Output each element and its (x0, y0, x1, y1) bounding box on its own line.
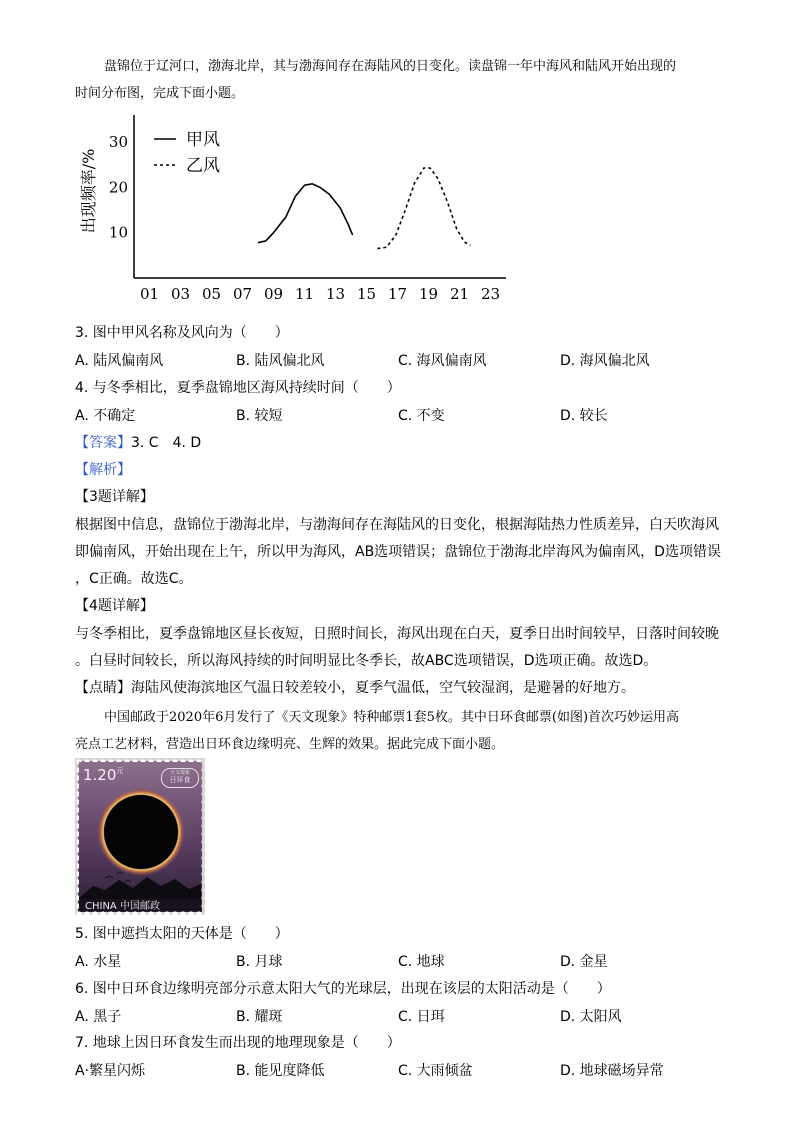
answer-text: 3. C 4. D (131, 435, 202, 451)
y-axis-label: 出现频率/% (79, 148, 98, 234)
x-tick-label: 05 (201, 285, 222, 303)
detail4-title: 【4题详解】 (75, 598, 154, 614)
stamp-badge-text: 日环食 (169, 776, 191, 784)
answer-tag: 【答案】 (75, 435, 131, 451)
x-tick-label: 09 (263, 285, 284, 303)
x-tick-label: 15 (356, 285, 377, 303)
q4-option-a[interactable]: A. 不确定 (75, 408, 136, 424)
dianjing-tag: 【点睛】 (75, 680, 131, 696)
legend-label-1: 甲风 (186, 130, 220, 150)
x-tick-label: 21 (449, 285, 470, 303)
q3-option-d[interactable]: D. 海风偏北风 (560, 353, 650, 369)
y-tick-label: 10 (108, 223, 128, 242)
x-tick-label: 13 (325, 285, 346, 303)
detail4-line1: 与冬季相比，夏季盘锦地区昼长夜短，日照时间长，海风出现在白天，夏季日出时间较早，日落时间较晚 (75, 626, 719, 642)
x-tick-label: 01 (139, 285, 160, 303)
q4-option-c[interactable]: C. 不变 (398, 408, 445, 424)
x-tick-label: 03 (170, 285, 191, 303)
stamp-face-unit: 元 (116, 767, 124, 775)
q3-option-b[interactable]: B. 陆风偏北风 (236, 353, 325, 369)
detail4-line2: 。白昼时间较长，所以海风持续的时间明显比冬季长，故ABC选项错误，D选项正确。故选D。 (75, 653, 658, 669)
q7-option-b[interactable]: B. 能见度降低 (236, 1063, 325, 1079)
legend-label-2: 乙风 (186, 156, 220, 176)
q3-option-c[interactable]: C. 海风偏南风 (398, 353, 487, 369)
q6-option-c[interactable]: C. 日珥 (398, 1009, 445, 1025)
stamp-country: CHINA 中国邮政 (85, 901, 160, 912)
stamp-badge-top: 天文现象 (169, 770, 190, 776)
q6-option-a[interactable]: A. 黑子 (75, 1009, 122, 1025)
dianjing-text: 海陆风使海滨地区气温日较差较小，夏季气温低，空气较湿润，是避暑的好地方。 (131, 680, 635, 696)
q4-option-d[interactable]: D. 较长 (560, 408, 608, 424)
x-tick-label: 23 (480, 285, 501, 303)
stamp-badge (161, 768, 199, 788)
dianjing-line (75, 677, 635, 697)
q4-stem: 4. 与冬季相比，夏季盘锦地区海风持续时间（ ） (75, 380, 401, 396)
q7-option-d[interactable]: D. 地球磁场异常 (560, 1063, 664, 1079)
passage1-line2: 时间分布图，完成下面小题。 (75, 86, 245, 101)
q3-stem: 3. 图中甲风名称及风向为（ ） (75, 325, 289, 341)
wind-frequency-chart (70, 105, 520, 305)
q7-option-c[interactable]: C. 大雨倾盆 (398, 1063, 473, 1079)
q7-stem: 7. 地球上因日环食发生而出现的地理现象是（ ） (75, 1035, 401, 1051)
q5-option-c[interactable]: C. 地球 (398, 954, 445, 970)
x-tick-label: 07 (232, 285, 253, 303)
q5-option-d[interactable]: D. 金星 (560, 954, 608, 970)
series-line-1 (258, 184, 353, 243)
q4-option-b[interactable]: B. 较短 (236, 408, 283, 424)
answer-line (75, 432, 201, 452)
eclipse-stamp (75, 758, 205, 915)
analysis-tag: 【解析】 (75, 462, 131, 478)
detail3-line1: 根据图中信息，盘锦位于渤海北岸，与渤海间存在海陆风的日变化，根据海陆热力性质差异，白天吹海风 (75, 517, 719, 533)
detail3-title: 【3题详解】 (75, 489, 154, 505)
q6-stem: 6. 图中日环食边缘明亮部分示意太阳大气的光球层，出现在该层的太阳活动是（ ） (75, 981, 611, 997)
stamp-face-value-number: 1.20 (83, 766, 117, 784)
passage1-line1: 盘锦位于辽河口，渤海北岸，其与渤海间存在海陆风的日变化。读盘锦一年中海风和陆风开始出现的 (104, 59, 677, 74)
y-tick-label: 20 (108, 178, 128, 197)
passage2-line1: 中国邮政于2020年6月发行了《天文现象》特种邮票1套5枚。其中日环食邮票(如图)首次巧妙运用高 (104, 710, 680, 725)
x-tick-label: 11 (294, 285, 315, 303)
q5-option-b[interactable]: B. 月球 (236, 954, 283, 970)
passage2-line2: 亮点工艺材料，营造出日环食边缘明亮、生辉的效果。据此完成下面小题。 (75, 737, 505, 752)
x-tick-label: 17 (387, 285, 408, 303)
q6-option-d[interactable]: D. 太阳风 (560, 1009, 622, 1025)
q6-option-b[interactable]: B. 耀斑 (236, 1009, 283, 1025)
x-tick-label: 19 (418, 285, 439, 303)
q5-stem: 5. 图中遮挡太阳的天体是（ ） (75, 926, 289, 942)
y-tick-label: 30 (108, 133, 128, 152)
q3-option-a[interactable]: A. 陆风偏南风 (75, 353, 164, 369)
detail3-line3: ，C正确。故选C。 (75, 571, 193, 587)
q7-option-a[interactable]: A·繁星闪烁 (75, 1063, 146, 1079)
q5-option-a[interactable]: A. 水星 (75, 954, 122, 970)
series-line-2 (377, 168, 470, 249)
stamp-face-value (83, 766, 123, 784)
detail3-line2: 即偏南风，开始出现在上午，所以甲为海风，AB选项错误；盘锦位于渤海北岸海风为偏南风，D选项错误 (75, 544, 721, 560)
